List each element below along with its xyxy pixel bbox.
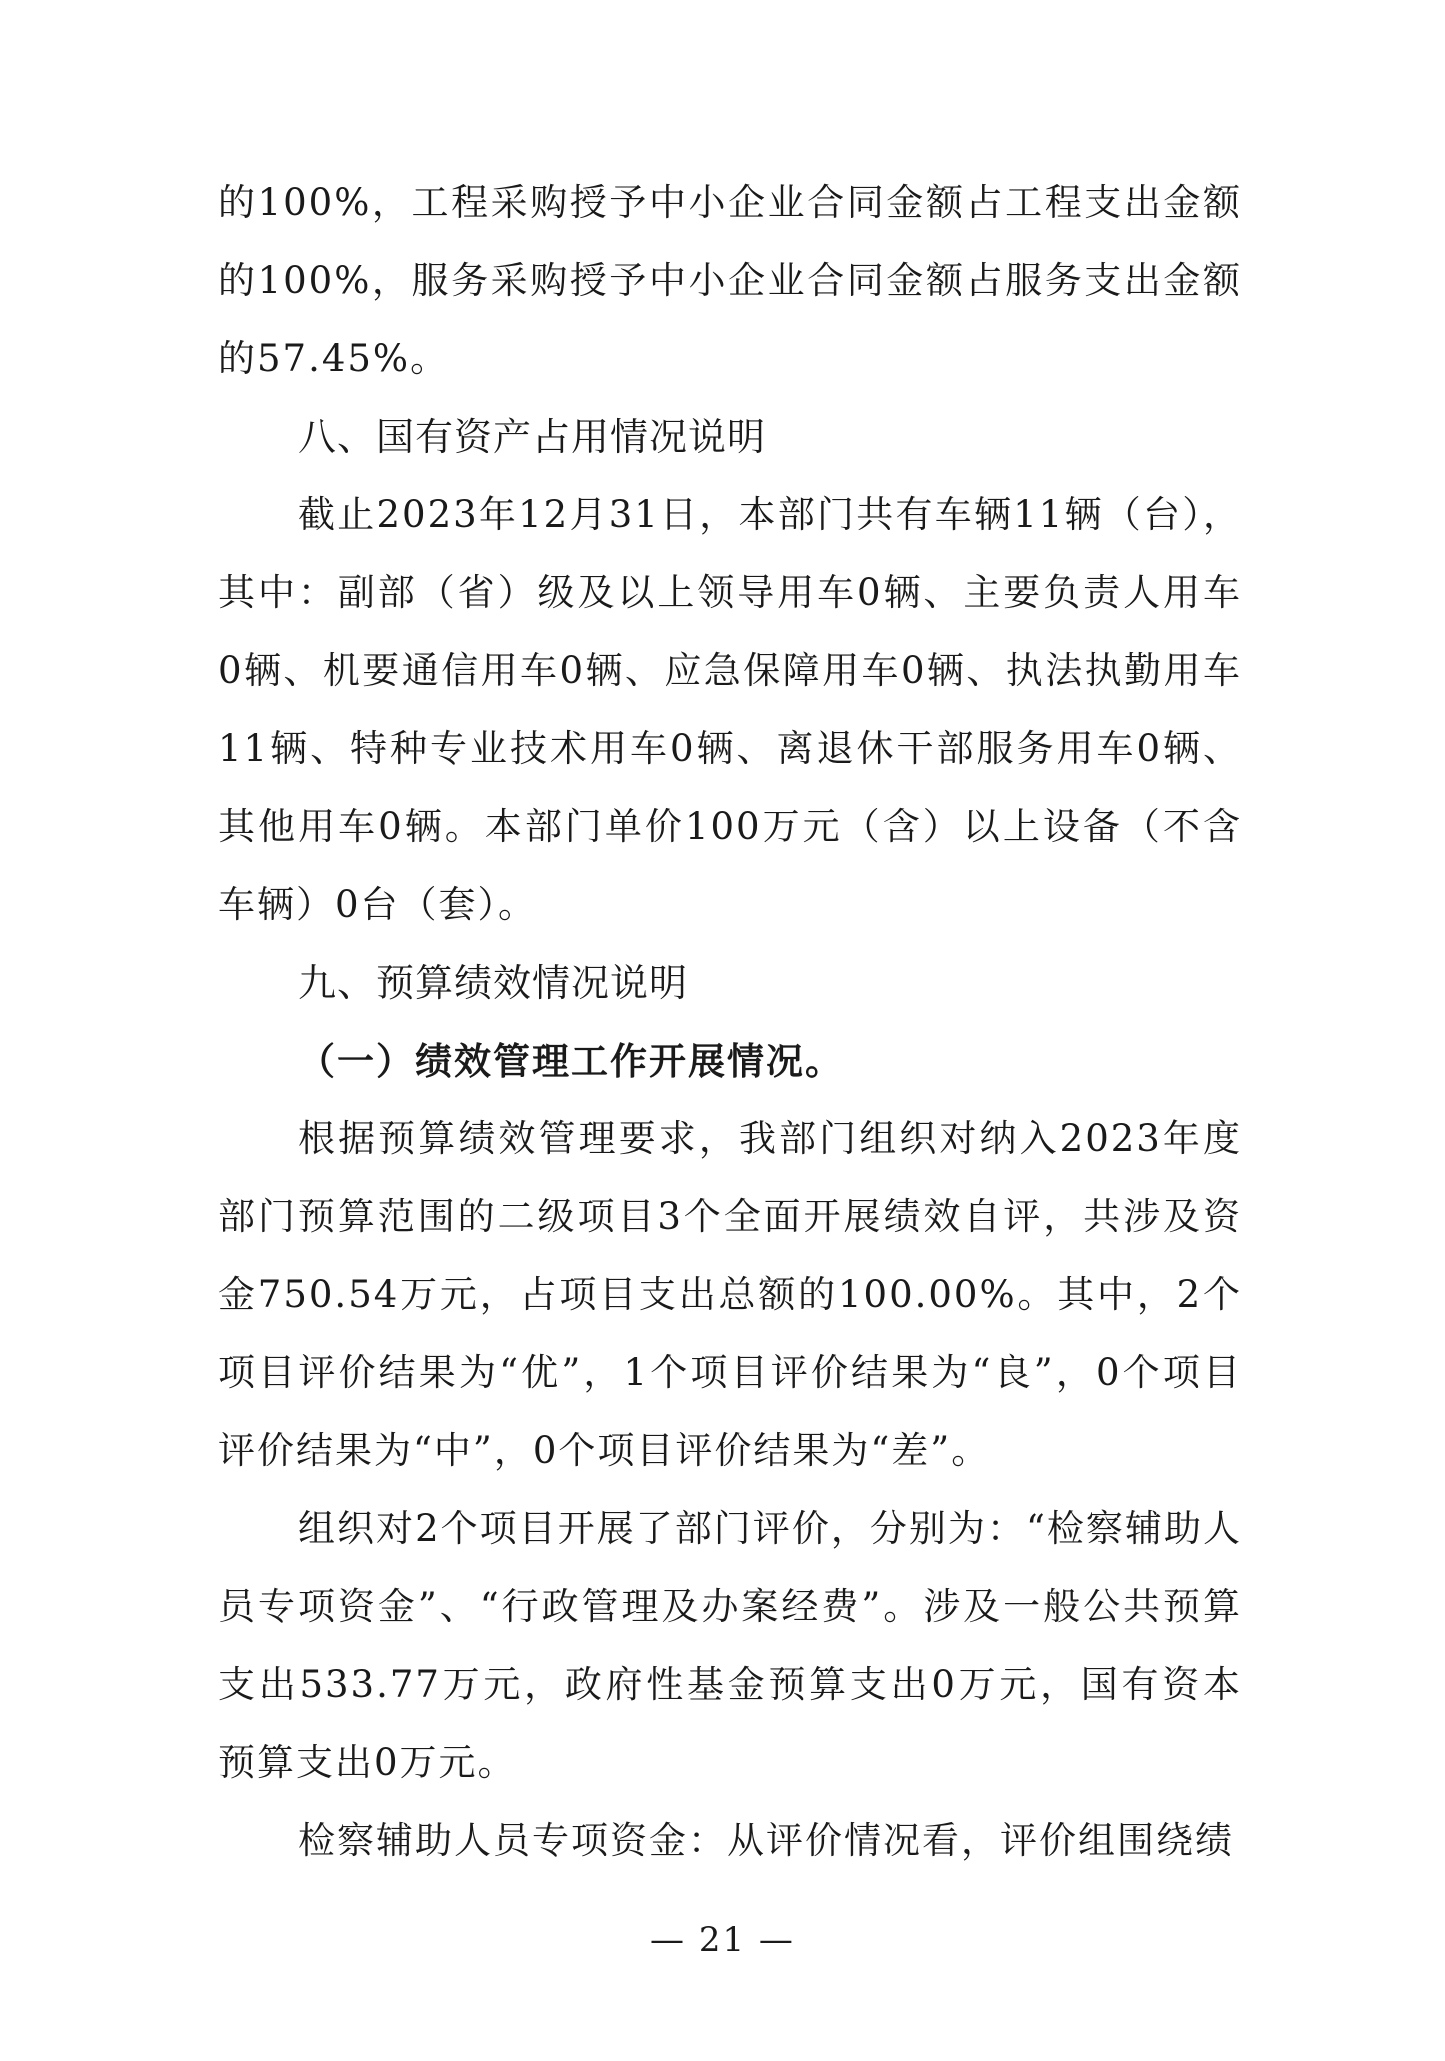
section-heading-budget-performance: 九、预算绩效情况说明	[298, 961, 689, 1005]
subheading-performance-management: （一）绩效管理工作开展情况。	[298, 1039, 844, 1083]
paragraph-auxiliary-staff-fund: 检察辅助人员专项资金：从评价情况看，评价组围绕绩	[298, 1819, 1234, 1862]
section-heading-state-assets: 八、国有资产占用情况说明	[298, 415, 767, 459]
document-body	[218, 164, 1242, 1880]
paragraph-department-evaluation: 组织对2个项目开展了部门评价，分别为：“检察辅助人员专项资金”、“行政管理及办案经费”。涉及一般公共预算支出533.77万元，政府性基金预算支出0万元，国有资本预算支出0万元。	[218, 1507, 1242, 1784]
paragraph-self-evaluation: 根据预算绩效管理要求，我部门组织对纳入2023年度部门预算范围的二级项目3个全面开展绩效自评，共涉及资金750.54万元，占项目支出总额的100.00%。其中，2个项目评价结果为“优”，1个项目评价结果为“良”，0个项目评价结果为“中”，0个项目评价结果为“差”。	[218, 1117, 1242, 1472]
paragraph-vehicles: 截止2023年12月31日，本部门共有车辆11辆（台），其中：副部（省）级及以上领导用车0辆、主要负责人用车0辆、机要通信用车0辆、应急保障用车0辆、执法执勤用车11辆、特种专业技术用车0辆、离退休干部服务用车0辆、其他用车0辆。本部门单价100万元（含）以上设备（不含车辆）0台（套）。	[218, 493, 1242, 926]
page-number: — 21 —	[650, 1920, 795, 1960]
paragraph-procurement-continued: 的100%，工程采购授予中小企业合同金额占工程支出金额的100%，服务采购授予中小企业合同金额占服务支出金额的57.45%。	[218, 181, 1242, 380]
